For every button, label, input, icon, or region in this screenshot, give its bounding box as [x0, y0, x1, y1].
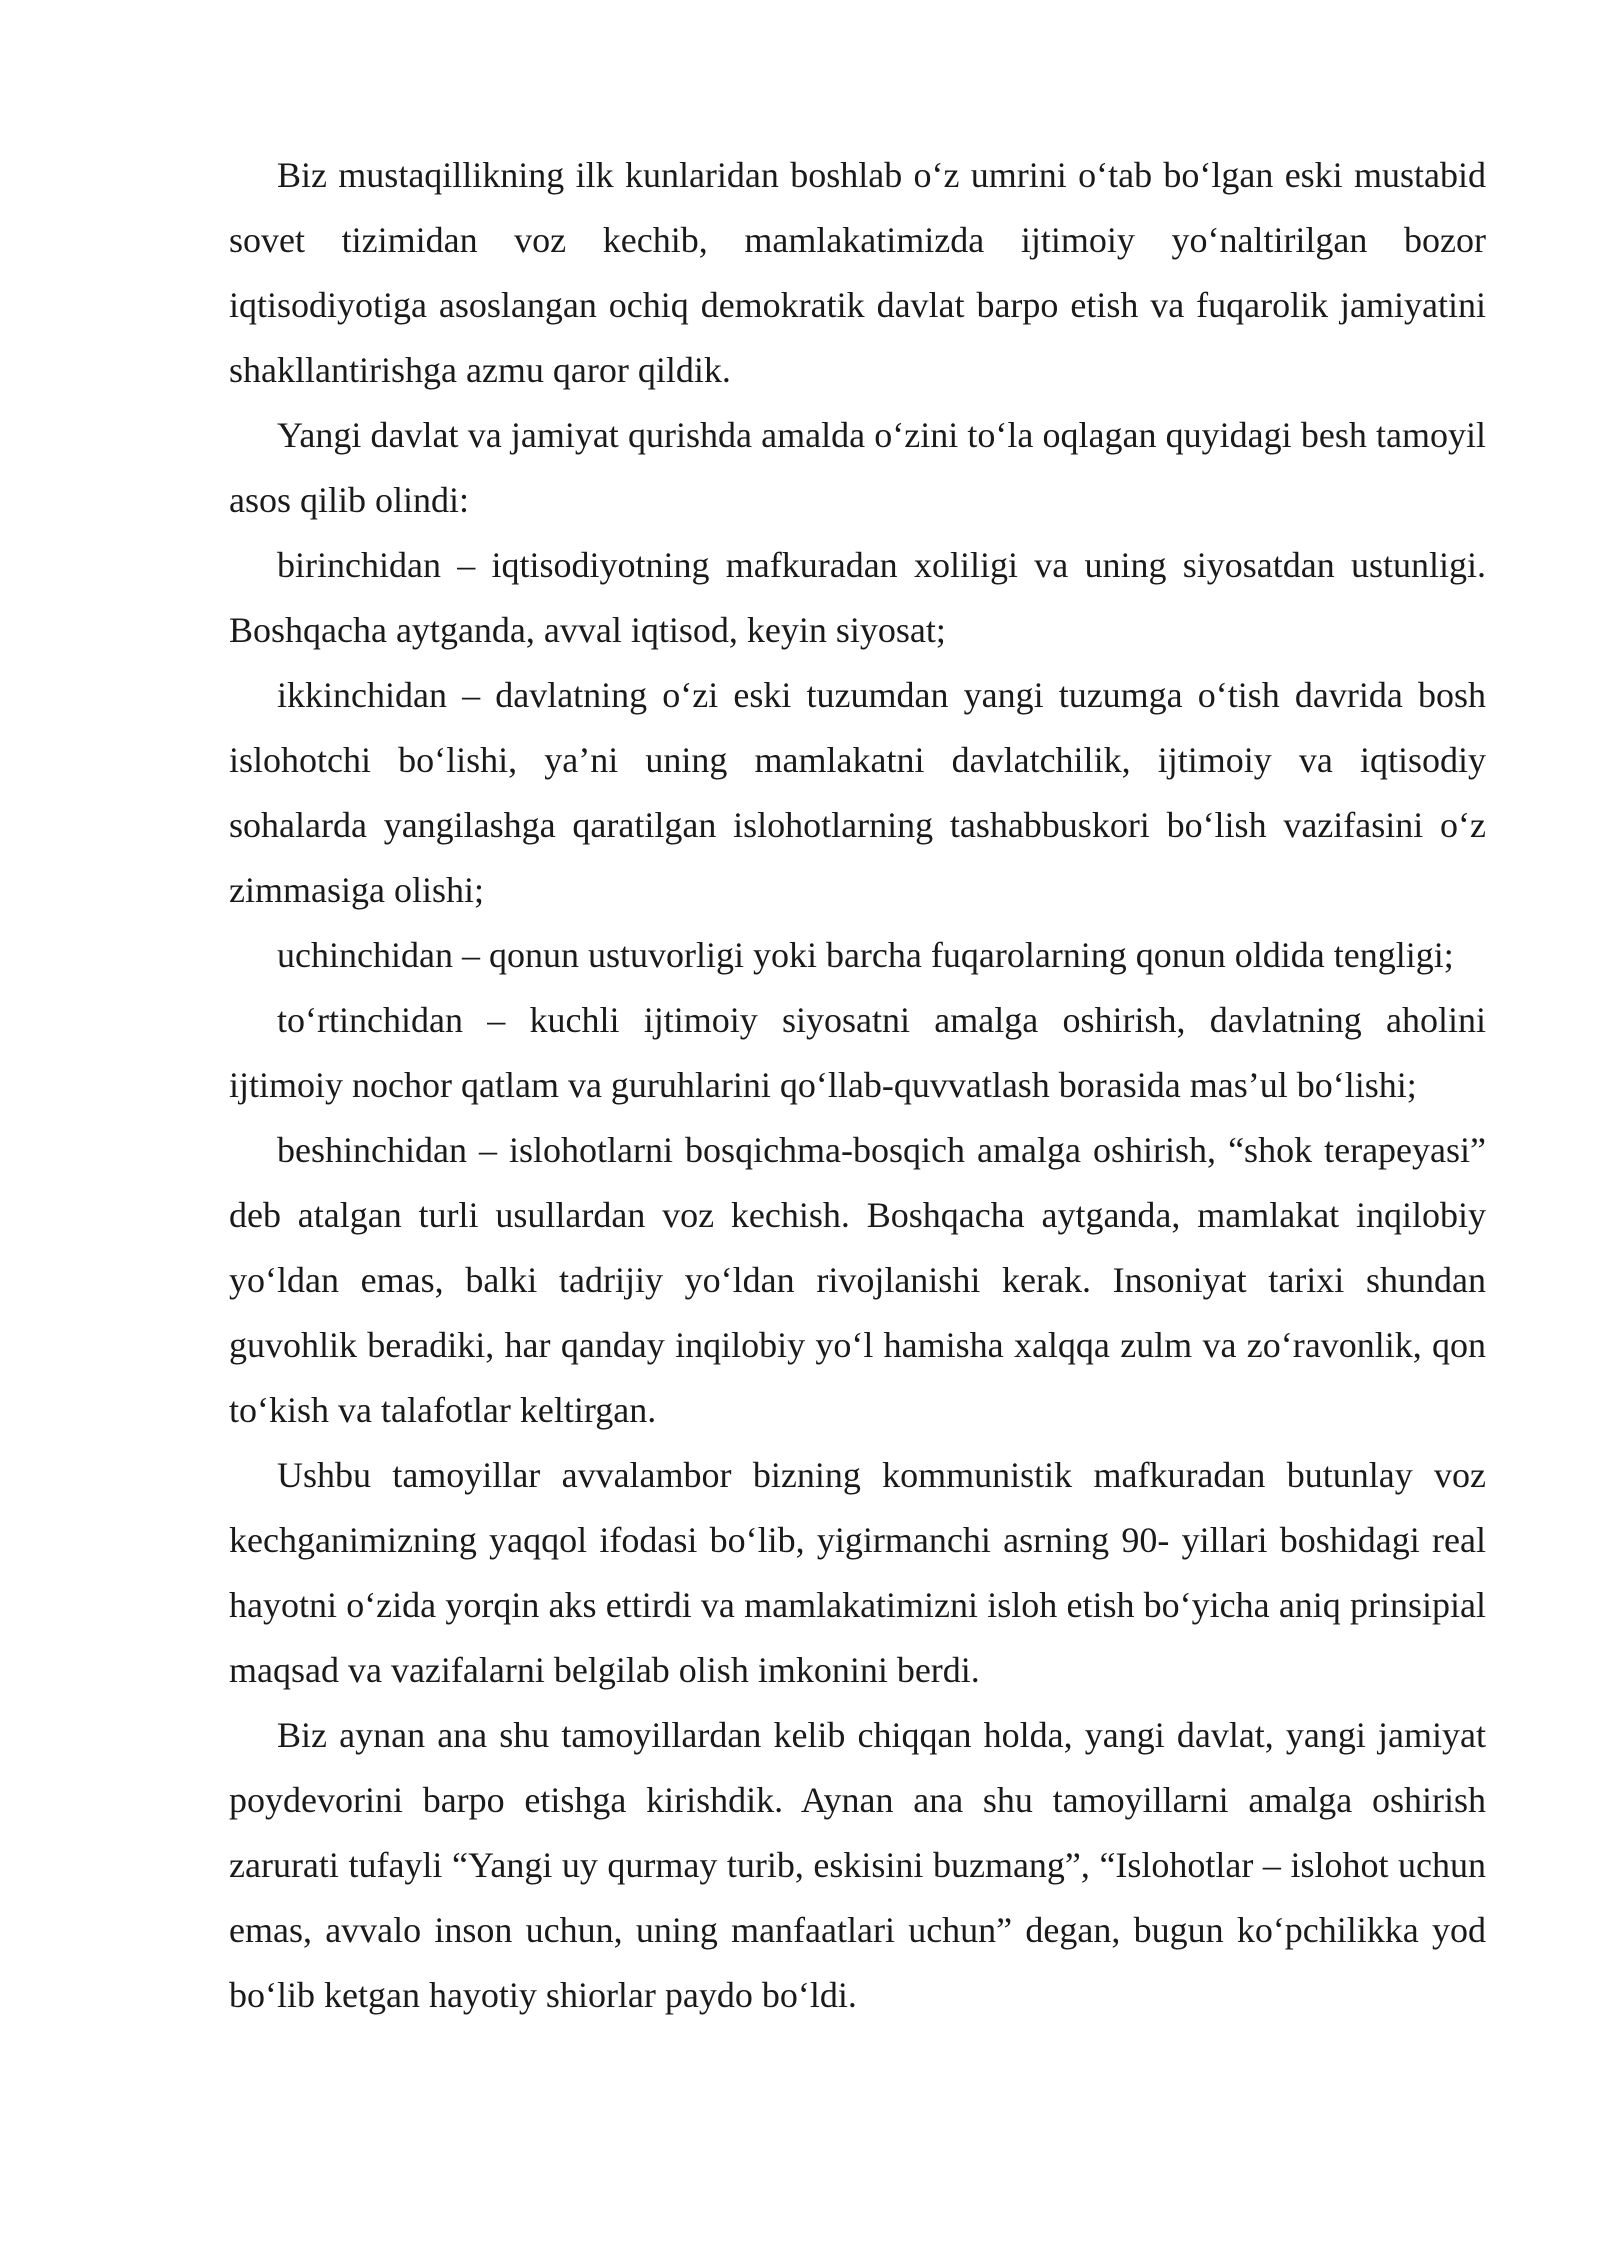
- paragraph-summary: Ushbu tamoyillar avvalambor bizning kommunistik mafkuradan butunlay voz kechganimizning yaqqol ifodasi bo‘lib, yigirmanchi asrning 90- yillari boshidagi real hayotni o‘zida yorqin aks ettirdi va mamlakatimizni isloh etish bo‘yicha aniq prinsipial maqsad va vazifalarni belgilab olish imkonini berdi.: [229, 1455, 1486, 1690]
- paragraph-principle-3: uchinchidan – qonun ustuvorligi yoki barcha fuqarolarning qonun oldida tengligi;: [277, 935, 1454, 975]
- paragraph-principle-5: beshinchidan – islohotlarni bosqichma-bosqich amalga oshirish, “shok terapeyasi” deb atalgan turli usullardan voz kechish. Boshqacha aytganda, mamlakat inqilobiy yo‘ldan emas, balki tadrijiy yo‘ldan rivojlanishi kerak. Insoniyat tarixi shundan guvohlik beradiki, har qanday inqilobiy yo‘l hamisha xalqqa zulm va zo‘ravonlik, qon to‘kish va talafotlar keltirgan.: [229, 1130, 1486, 1430]
- paragraph-principle-2: ikkinchidan – davlatning o‘zi eski tuzumdan yangi tuzumga o‘tish davrida bosh islohotchi bo‘lishi, ya’ni uning mamlakatni davlatchilik, ijtimoiy va iqtisodiy sohalarda yangilashga qaratilgan islohotlarning tashabbuskori bo‘lish vazifasini o‘z zimmasiga olishi;: [229, 675, 1486, 910]
- paragraph-principles-intro: Yangi davlat va jamiyat qurishda amalda o‘zini to‘la oqlagan quyidagi besh tamoyil asos qilib olindi:: [229, 415, 1486, 520]
- paragraph-intro: Biz mustaqillikning ilk kunlaridan boshlab o‘z umrini o‘tab bo‘lgan eski mustabid sovet tizimidan voz kechib, mamlakatimizda ijtimoiy yo‘naltirilgan bozor iqtisodiyotiga asoslangan ochiq demokratik davlat barpo etish va fuqarolik jamiyatini shakllantirishga azmu qaror qildik.: [229, 155, 1486, 390]
- paragraph-conclusion: Biz aynan ana shu tamoyillardan kelib chiqqan holda, yangi davlat, yangi jamiyat poydevorini barpo etishga kirishdik. Aynan ana shu tamoyillarni amalga oshirish zarurati tufayli “Yangi uy qurmay turib, eskisini buzmang”, “Islohotlar – islohot uchun emas, avvalo inson uchun, uning manfaatlari uchun” degan, bugun ko‘pchilikka yod bo‘lib ketgan hayotiy shiorlar paydo bo‘ldi.: [229, 1715, 1486, 2015]
- document-page: [229, 143, 1486, 2028]
- paragraph-principle-4: to‘rtinchidan – kuchli ijtimoiy siyosatni amalga oshirish, davlatning aholini ijtimoiy nochor qatlam va guruhlarini qo‘llab-quvvatlash borasida mas’ul bo‘lishi;: [229, 1000, 1486, 1105]
- paragraph-principle-1: birinchidan – iqtisodiyotning mafkuradan xoliligi va uning siyosatdan ustunligi. Boshqacha aytganda, avval iqtisod, keyin siyosat;: [229, 545, 1486, 650]
